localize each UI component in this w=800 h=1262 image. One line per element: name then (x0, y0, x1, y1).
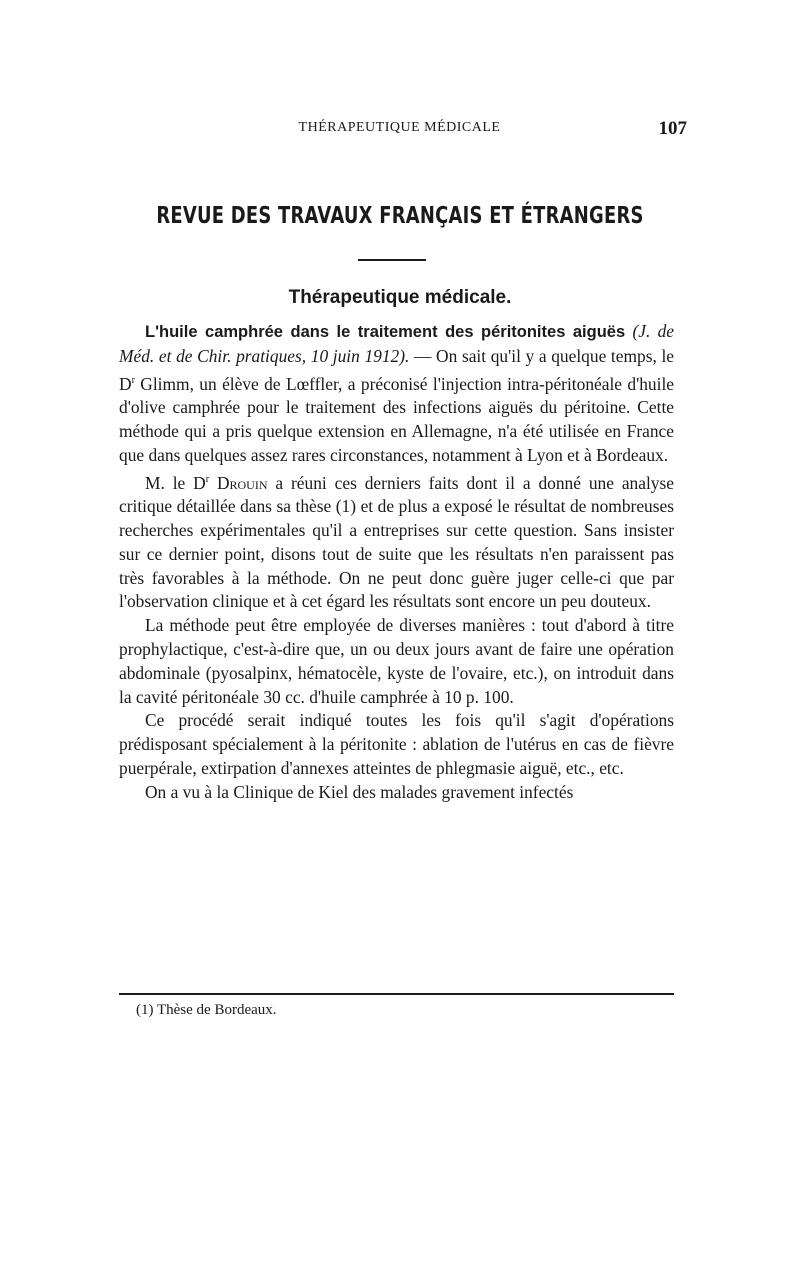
article-citation: (J. de Méd. et de Chir. pratiques, 10 juin 1912). (119, 321, 674, 366)
page-number: 107 (658, 118, 687, 139)
paragraph-2 (119, 468, 674, 615)
paragraph-1-text-b: Glimm, un élève de Lœffler, a préconisé l'injection intra-péritonéale d'huile d'olive camphrée pour le traitement des infections aiguës du péritoine. Cette méthode qui a pris quelque extension en Allemagne, n'a été utilisée en France que dans quelques assez rares circonstances, notamment à Lyon et à Bordeaux. (119, 373, 674, 465)
article-heading: L'huile camphrée dans le traitement des péritonites aiguës (145, 323, 626, 341)
paragraph-4: Ce procédé serait indiqué toutes les fois qu'il s'agit d'opérations prédisposant spécialement à la péritonite : ablation de l'utérus en cas de fièvre puerpérale, extirpation d'annexes atteintes de phlegmasie aiguë, etc., etc. (119, 710, 674, 778)
footnote: (1) Thèse de Bordeaux. (136, 1002, 277, 1018)
author-name: Drouin (216, 472, 268, 493)
paragraph-1-text-a: — On sait qu'il y a quelque temps, le D (119, 345, 674, 394)
paragraph-5: On a vu à la Clinique de Kiel des malades gravement infectés (145, 781, 574, 802)
running-header (112, 118, 687, 140)
subsection-title: Thérapeutique médicale. (288, 287, 512, 308)
doctor-superscript-2: r (205, 473, 210, 485)
article-body (119, 320, 674, 805)
paragraph-1 (119, 320, 674, 468)
paragraph-2-text-a: M. le D (145, 472, 206, 493)
paragraph-2-text-b: a réuni ces derniers faits dont il a donné une analyse critique détaillée dans sa thèse (1) et de plus a exposé le résultat de nombreuses recherches expérimentales qu'il a entreprises sur cette question. Sans insister sur ce dernier point, disons tout de suite que les résultats n'en paraissent pas très favorables à la méthode. On ne peut donc guère juger celle-ci que par l'observation clinique et à cet égard les résultats sont encore un peu douteux. (119, 472, 674, 612)
title-divider (358, 259, 426, 261)
footnote-divider (119, 993, 674, 995)
paragraph-3: La méthode peut être employée de diverses manières : tout d'abord à titre prophylactique, c'est-à-dire que, un ou deux jours avant de faire une opération abdominale (pyosalpinx, hématocèle, kyste de l'ovaire, etc.), on introduit dans la cavité péritonéale 30 cc. d'huile camphrée à 10 p. 100. (119, 615, 674, 707)
doctor-superscript: r (131, 374, 135, 386)
running-title: THÉRAPEUTIQUE MÉDICALE (298, 120, 501, 135)
section-title: REVUE DES TRAVAUX FRANÇAIS ET ÉTRANGERS (156, 203, 644, 229)
